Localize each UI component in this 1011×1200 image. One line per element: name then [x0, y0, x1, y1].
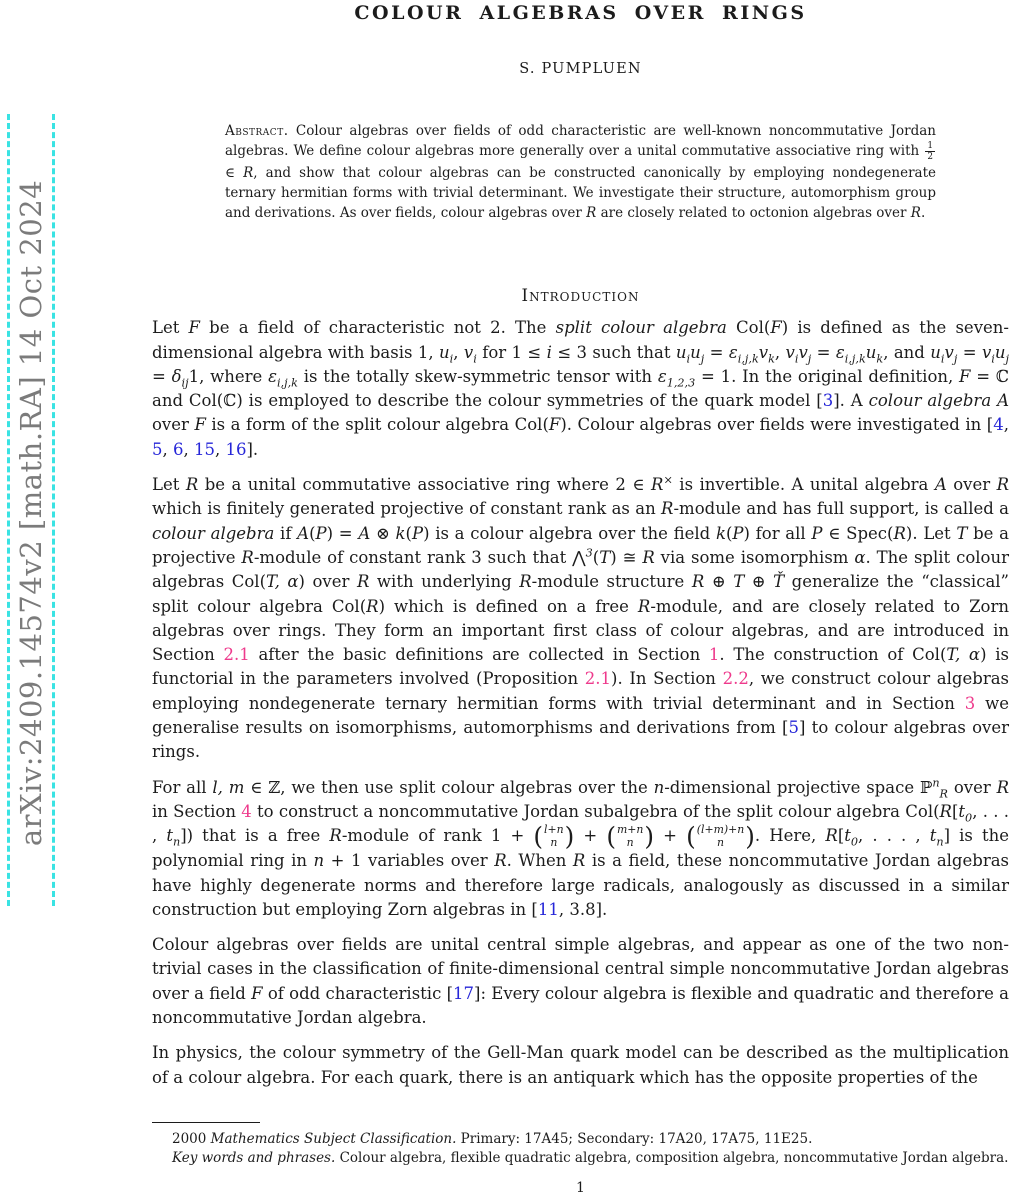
section-ref-link[interactable]: 1 [708, 645, 720, 665]
citation-link[interactable]: 4 [993, 415, 1004, 435]
footnote [152, 1122, 1009, 1168]
footnote-line: Key words and phrases. Colour algebra, flexible quadratic algebra, composition algebra, noncommutative Jordan algebra. [172, 1150, 1009, 1166]
paragraph: Let R be a unital commutative associative ring where 2 ∈ R× is invertible. A unital algebra A over R which is finitely generated projective of constant rank as an R-module and has full support, is called a colour algebra if A(P) = A ⊗ k(P) is a colour algebra over the field k(P) for all P ∈ Spec(R). Let T be a projective R-module of constant rank 3 such that ⋀$^3$(T) ≅ R via some isomorphism α. The split colour algebras Col(T, α) over R with underlying R-module structure R ⊕ T ⊕ Ť generalize the “classical” split colour algebra Col(R) which is defined on a free R-module, and are closely related to Zorn algebras over rings. They form an important first class of colour algebras, and are introduced in Section 2.1 after the basic definitions are collected in Section 1. The construction of Col(T, α) is functorial in the parameters involved (Proposition 2.1). In Section 2.2, we construct colour algebras employing nondegenerate ternary hermitian forms with trivial determinant and in Section 3 we generalise results on isomorphisms, automorphisms and derivations from [5] to colour algebras over rings. [152, 473, 1010, 762]
section-ref-link[interactable]: 4 [241, 801, 252, 821]
abstract-text: Colour algebras over fields of odd characteristic are well-known noncommutative Jordan algebras. We define colour algebras more generally over a unital commutative associative ring with $\frac{1}{2}$ ∈ R, and show that colour algebras can be constructed canonically by employing nondegenerate ternary hermitian forms with trivial determinant. We investigate their structure, automorphism group and derivations. As over fields, colour algebras over R are closely related to octonion algebras over R. [225, 123, 936, 222]
binomial-coefficient: ( m+n n ) [606, 821, 655, 851]
arxiv-watermark: arXiv:2409.14574v2 [math.RA] 14 Oct 2024 [14, 179, 48, 847]
citation-link[interactable]: 15 [194, 439, 215, 459]
citation-link[interactable]: 5 [788, 718, 799, 738]
watermark-dash-left [7, 114, 10, 906]
paper-title: COLOUR ALGEBRAS OVER RINGS [354, 2, 807, 24]
section-ref-link[interactable]: 2.1 [223, 645, 250, 665]
fraction: $\frac{1}{2}$ [927, 141, 933, 163]
watermark-dash-right [52, 114, 55, 906]
citation-link[interactable]: 3 [822, 391, 834, 411]
section-heading-introduction: Introduction [521, 286, 640, 306]
citation-link[interactable]: 5 [152, 439, 163, 459]
binomial-coefficient: ( (l+m)+n n ) [686, 821, 755, 851]
body-text [152, 316, 1009, 1090]
section-ref-link[interactable]: 2.1 [584, 669, 612, 689]
footnote-rule [152, 1122, 260, 1123]
citation-link[interactable]: 6 [173, 439, 184, 459]
paragraph: Colour algebras over fields are unital central simple algebras, and appear as one of the two non-trivial cases in the classification of finite-dimensional central simple noncommutative Jordan algebras over a field F of odd characteristic [17]: Every colour algebra is flexible and quadratic and therefore a noncommutative Jordan algebra. [152, 935, 1009, 1028]
page-number: 1 [576, 1180, 585, 1196]
section-ref-link[interactable]: 3 [964, 693, 976, 713]
citation-link[interactable]: 11 [537, 899, 559, 919]
binomial-coefficient: ( l+n n ) [533, 821, 575, 851]
footnote-line: 2000 Mathematics Subject Classification. Primary: 17A45; Secondary: 17A20, 17A75, 11E25. [172, 1131, 813, 1147]
paragraph: Let F be a field of characteristic not 2. The split colour algebra Col(F) is defined as the seven-dimensional algebra with basis 1, $u_i$, $v_i$ for 1 ≤ i ≤ 3 such that $u_iu_j = \varepsilon_{i,j,k}v_k$, $v_iv_j = \varepsilon_{i,j,k}u_k$, and $u_iv_j = v_iu_j = \delta_{ij}1$, where $\varepsilon_{i,j,k}$ is the totally skew-symmetric tensor with $\varepsilon_{1,2,3} = 1$. In the original definition, F = ℂ and Col(ℂ) is employed to describe the colour symmetries of the quark model [3]. A colour algebra A over F is a form of the split colour algebra Col(F). Colour algebras over fields were investigated in [4, 5, 6, 15, 16]. [152, 318, 1010, 459]
abstract-label: Abstract. [225, 123, 289, 139]
paragraph: For all l, m ∈ ℤ, we then use split colour algebras over the n-dimensional projective space ℙ$^n_R$ over R in Section 4 to construct a noncommutative Jordan subalgebra of the split colour algebra $Col(R[t_0$, . . . , $t_n$]) that is a free R-module of rank 1 + ( l+n n ) + ( m+n n ) + ( (l+m)+n n ). Here, $R[t_0$, . . . , $t_n$] is the polynomial ring in n + 1 variables over R. When R is a field, these noncommutative Jordan algebras have highly degenerate norms and therefore large radicals, analogously as discussed in a similar construction but employing Zorn algebras in [11, 3.8]. [152, 776, 1010, 919]
paper-content [152, 0, 1009, 1101]
abstract [225, 121, 936, 223]
paragraph: In physics, the colour symmetry of the Gell-Man quark model can be described as the multiplication of a colour algebra. For each quark, there is an antiquark which has the opposite properties of the [152, 1043, 1009, 1087]
section-ref-link[interactable]: 2.2 [722, 669, 749, 689]
citation-link[interactable]: 17 [453, 983, 475, 1003]
citation-link[interactable]: 16 [225, 439, 247, 459]
author-name: S. PUMPLUEN [519, 61, 642, 77]
